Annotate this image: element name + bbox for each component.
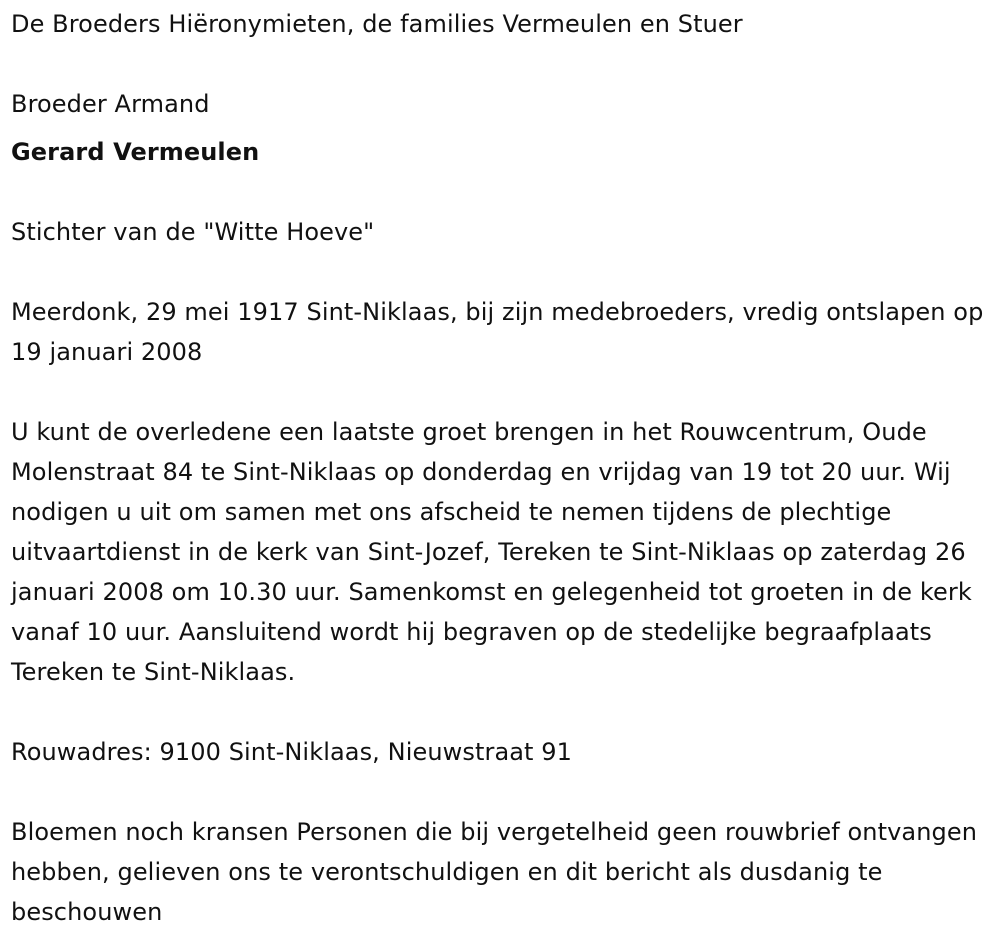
visitation-info: U kunt de overledene een laatste groet brengen in het Rouwcentrum, Oude Molenstraat 84 te Sint-Niklaas op donderdag en vrijdag van 19 tot 20 uur. Wij nodigen u uit om samen met ons afscheid te nemen tijdens de plechtige uitvaartdienst in de kerk van Sint-Jozef, Tereken te Sint-Niklaas op zaterdag 26 januari 2008 om 10.30 uur. Samenkomst en gelegenheid tot groeten in de kerk vanaf 10 uur. Aansluitend wordt hij begraven op de stedelijke begraafplaats Tereken te Sint-Niklaas. [11, 418, 972, 686]
notice-header: De Broeders Hiëronymieten, de families Vermeulen en Stuer [11, 10, 743, 38]
deceased-name: Gerard Vermeulen [11, 138, 260, 166]
closing-note: Bloemen noch kransen Personen die bij vergetelheid geen rouwbrief ontvangen hebben, gelieven ons te verontschuldigen en dit bericht als dusdanig te beschouwen [11, 818, 978, 926]
notice-title-line: Broeder Armand [11, 90, 210, 118]
deceased-role: Stichter van de "Witte Hoeve" [11, 218, 375, 246]
obituary-notice [11, 4, 986, 932]
birth-death-info: Meerdonk, 29 mei 1917 Sint-Niklaas, bij zijn medebroeders, vredig ontslapen op 19 januari 2008 [11, 298, 984, 366]
mourning-address: Rouwadres: 9100 Sint-Niklaas, Nieuwstraat 91 [11, 738, 573, 766]
